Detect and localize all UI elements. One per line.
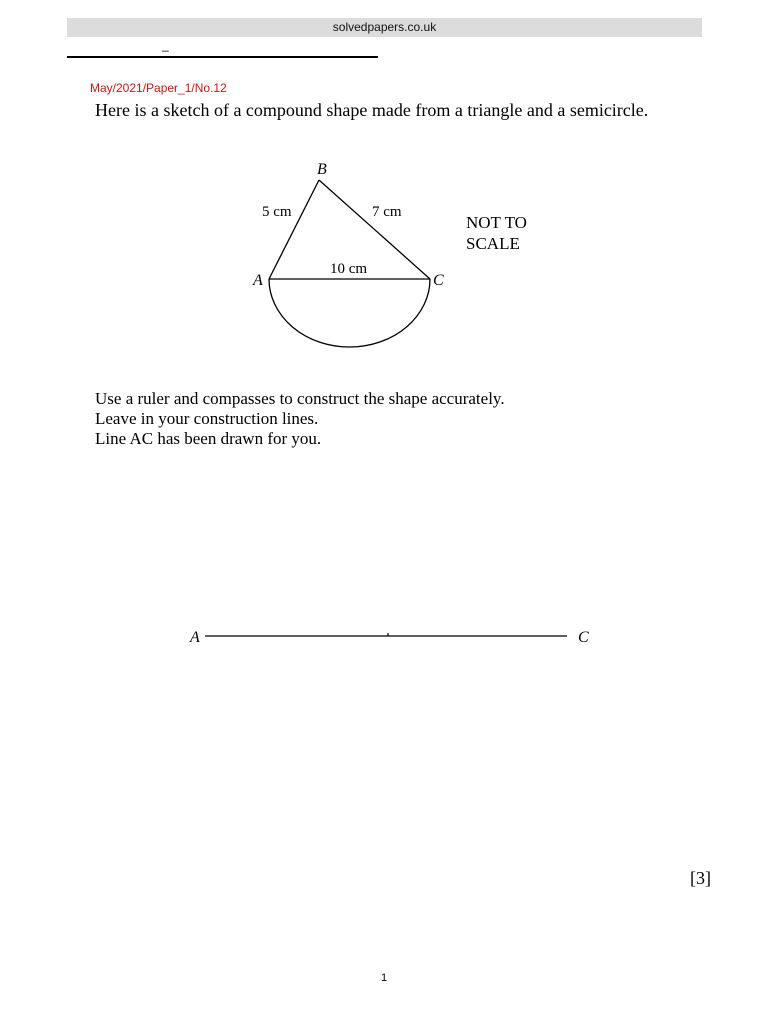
not-to-scale-note bbox=[466, 212, 527, 254]
compound-shape-sketch bbox=[240, 152, 460, 357]
semicircle-arc bbox=[269, 279, 430, 347]
side-ab-line bbox=[269, 180, 319, 279]
side-ab-length: 5 cm bbox=[262, 204, 292, 220]
question-reference: May/2021/Paper_1/No.12 bbox=[90, 81, 227, 95]
question-intro: Here is a sketch of a compound shape made from a triangle and a semicircle. bbox=[95, 100, 649, 120]
instructions bbox=[95, 389, 505, 449]
construction-label-c: C bbox=[578, 629, 589, 646]
construction-label-a: A bbox=[190, 629, 200, 646]
top-rule bbox=[67, 56, 378, 58]
instruction-line-1: Use a ruler and compasses to construct the shape accurately. bbox=[95, 389, 505, 408]
side-bc-length: 7 cm bbox=[372, 204, 402, 220]
instruction-line-3: Line AC has been drawn for you. bbox=[95, 429, 322, 448]
construction-line-ac bbox=[180, 622, 600, 652]
vertex-c-label: C bbox=[433, 272, 444, 289]
side-ac-length: 10 cm bbox=[330, 261, 368, 277]
vertex-b-label: B bbox=[317, 161, 327, 178]
page-number: 1 bbox=[380, 972, 388, 984]
instruction-line-2: Leave in your construction lines. bbox=[95, 409, 319, 428]
note-line-1: NOT TO bbox=[466, 213, 527, 232]
vertex-a-label: A bbox=[253, 272, 263, 289]
marks-label: [3] bbox=[690, 868, 711, 888]
header-mark: _ bbox=[162, 38, 169, 52]
note-line-2: SCALE bbox=[466, 234, 520, 253]
site-header-bar: solvedpapers.co.uk bbox=[67, 18, 702, 37]
